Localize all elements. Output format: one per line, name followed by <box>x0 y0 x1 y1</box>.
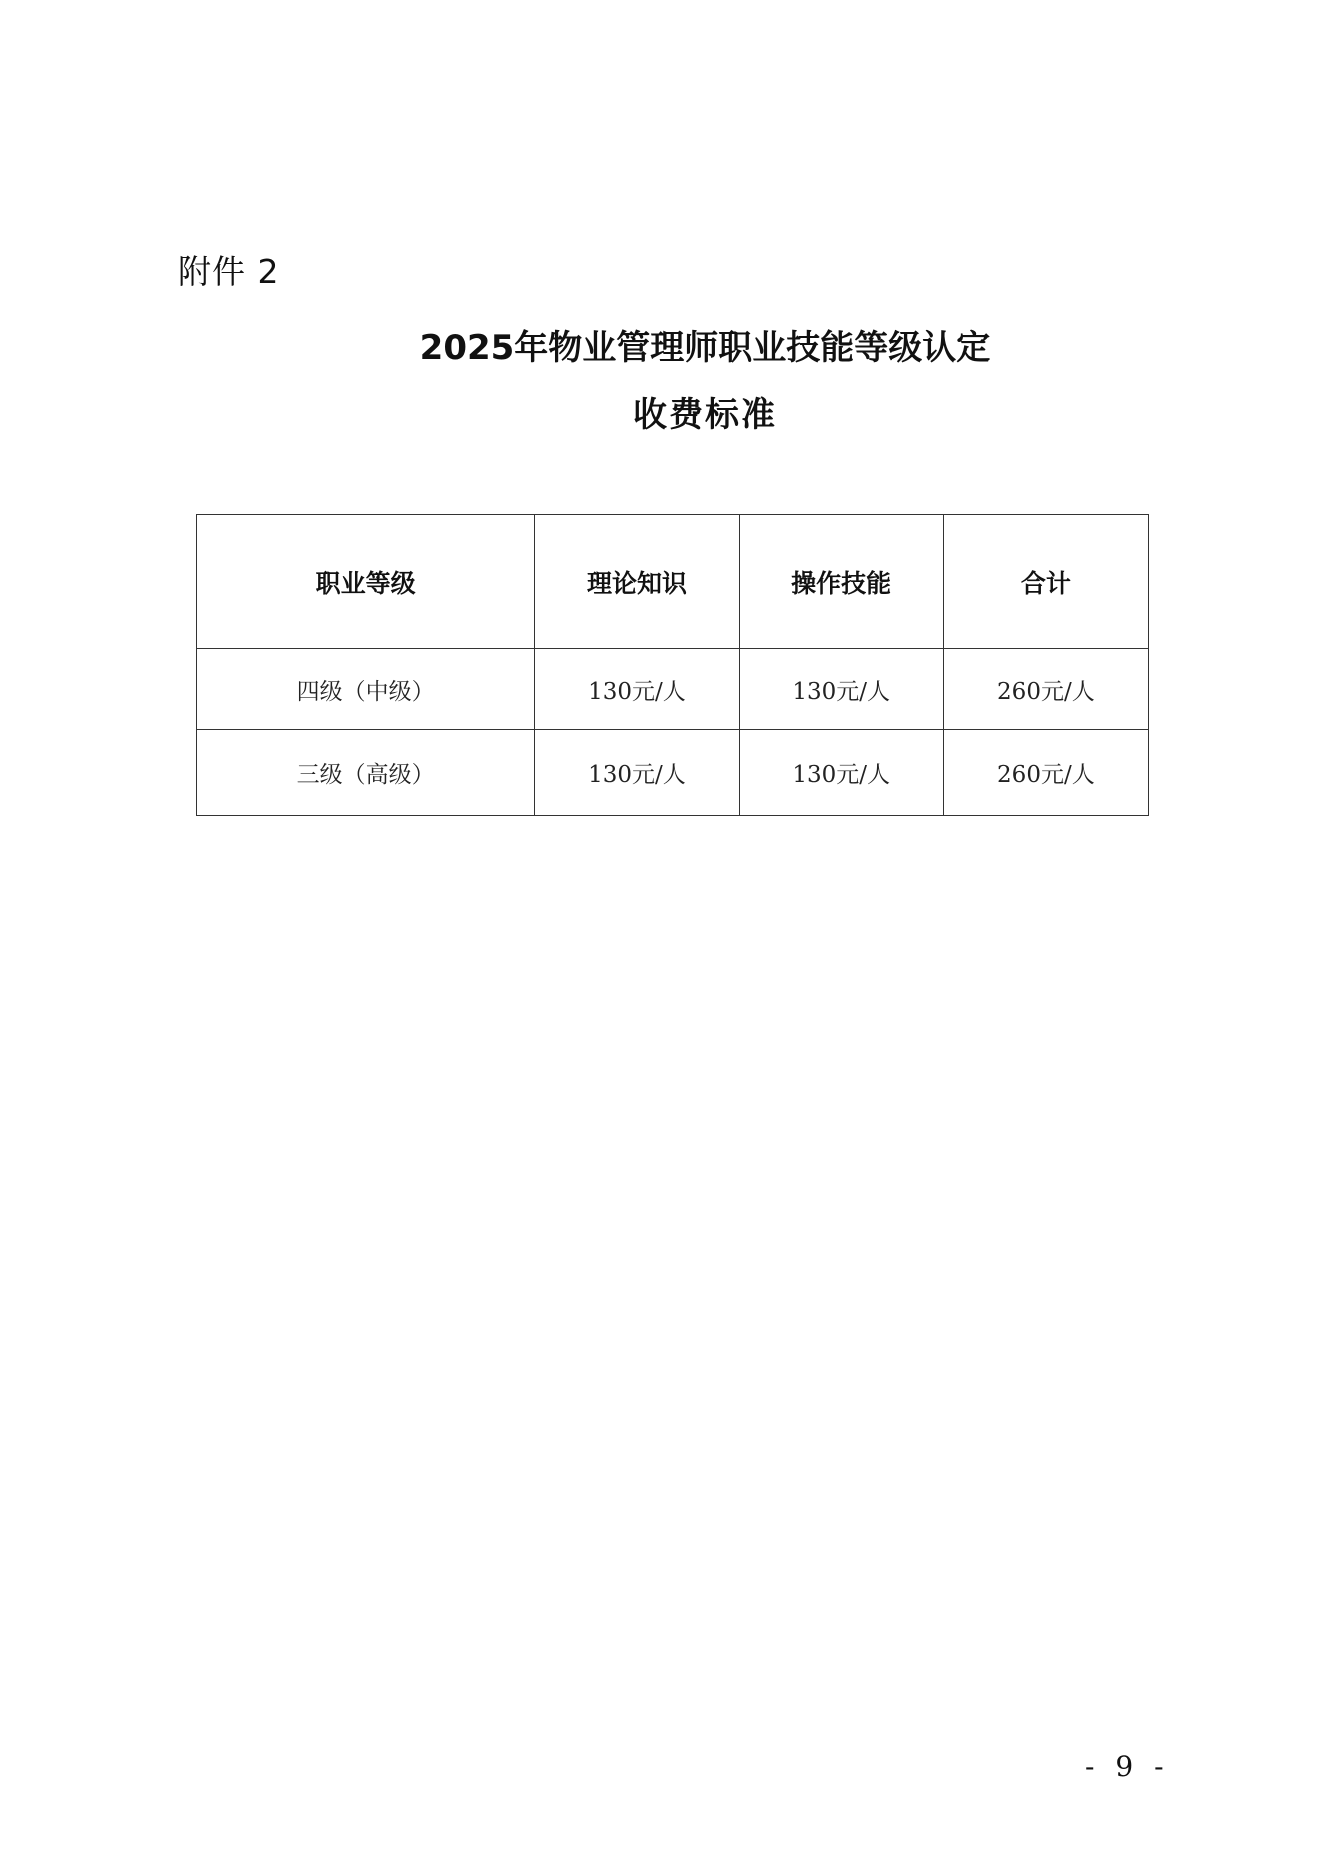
table-cell: 130元/人 <box>739 649 943 730</box>
table-row <box>197 649 1149 730</box>
fee-table <box>196 514 1149 816</box>
table-header-row <box>197 515 1149 649</box>
table-cell: 260元/人 <box>943 649 1148 730</box>
header-theory: 理论知识 <box>535 515 739 649</box>
table-cell: 四级（中级） <box>197 649 535 730</box>
table-cell: 130元/人 <box>535 649 739 730</box>
header-skill: 操作技能 <box>739 515 943 649</box>
header-level: 职业等级 <box>197 515 535 649</box>
document-subtitle: 收费标准 <box>633 395 777 435</box>
table-cell: 130元/人 <box>739 730 943 816</box>
table-row <box>197 730 1149 816</box>
table-cell: 260元/人 <box>943 730 1148 816</box>
attachment-label: 附件 2 <box>178 252 280 291</box>
page-number: - 9 - <box>1085 1750 1170 1783</box>
table-cell: 130元/人 <box>535 730 739 816</box>
header-total: 合计 <box>943 515 1148 649</box>
document-title: 2025年物业管理师职业技能等级认定 <box>419 328 991 368</box>
table-cell: 三级（高级） <box>197 730 535 816</box>
